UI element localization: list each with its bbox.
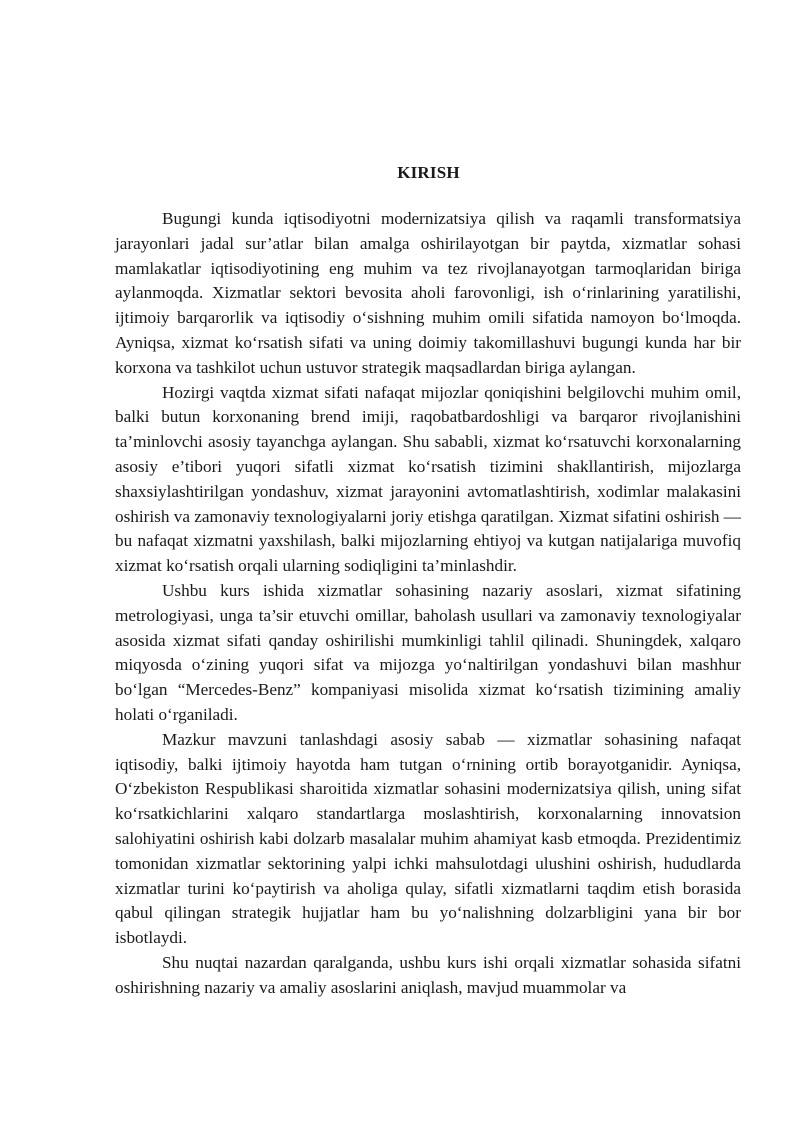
paragraph-4: Mazkur mavzuni tanlashdagi asosiy sabab — xizmatlar sohasining nafaqat iqtisodiy, balki ijtimoiy hayotda ham tutgan o‘rnining ortib borayotganidir. Ayniqsa, O‘zbekiston Respublikasi sharoitida xizmatlar sohasini modernizatsiya qilish, uning sifat ko‘rsatkichlarini xalqaro standartlarga moslashtirish, korxonalarning innovatsion salohiyatini oshirish kabi dolzarb masalalar muhim ahamiyat kasb etmoqda. Prezidentimiz tomonidan xizmatlar sektorining yalpi ichki mahsulotdagi ulushini oshirish, hududlarda xizmatlar turini ko‘paytirish va aholiga qulay, sifatli xizmatlarni taqdim etish borasida qabul qilingan strategik hujjatlar ham bu yo‘nalishning dolzarbligini yana bir bor isbotlaydi. <box>115 729 741 948</box>
section-heading: KIRISH <box>397 163 460 182</box>
paragraph-5: Shu nuqtai nazardan qaralganda, ushbu kurs ishi orqali xizmatlar sohasida sifatni oshirishning nazariy va amaliy asoslarini aniqlash, mavjud muammolar va <box>115 952 741 997</box>
body-text <box>115 207 741 1001</box>
paragraph-1: Bugungi kunda iqtisodiyotni modernizatsiya qilish va raqamli transformatsiya jarayonlari jadal sur’atlar bilan amalga oshirilayotgan bir paytda, xizmatlar sohasi mamlakatlar iqtisodiyotining eng muhim va tez rivojlanayotgan tarmoqlaridan biriga aylanmoqda. Xizmatlar sektori bevosita aholi farovonligi, ish o‘rinlarining yaratilishi, ijtimoiy barqarorlik va iqtisodiy o‘sishning muhim omili sifatida namoyon bo‘lmoqda. Ayniqsa, xizmat ko‘rsatish sifati va uning doimiy takomillashuvi bugungi kunda har bir korxona va tashkilot uchun ustuvor strategik maqsadlardan biriga aylangan. <box>115 209 741 377</box>
paragraph-3: Ushbu kurs ishida xizmatlar sohasining nazariy asoslari, xizmat sifatining metrologiyasi, unga ta’sir etuvchi omillar, baholash usullari va zamonaviy texnologiyalar asosida xizmat sifati qanday oshirilishi mumkinligi tahlil qilinadi. Shuningdek, xalqaro miqyosda o‘zining yuqori sifat va mijozga yo‘naltirilgan yondashuvi bilan mashhur bo‘lgan “Mercedes-Benz” kompaniyasi misolida xizmat ko‘rsatish tizimining amaliy holati o‘rganiladi. <box>115 580 741 724</box>
paragraph-2: Hozirgi vaqtda xizmat sifati nafaqat mijozlar qoniqishini belgilovchi muhim omil, balki butun korxonaning brend imiji, raqobatbardoshligi va barqaror rivojlanishini ta’minlovchi asosiy tayanchga aylangan. Shu sababli, xizmat ko‘rsatuvchi korxonalarning asosiy e’tibori yuqori sifatli xizmat ko‘rsatish tizimini shakllantirish, mijozlarga shaxsiylashtirilgan yondashuv, xizmat jarayonini avtomatlashtirish, xodimlar malakasini oshirish va zamonaviy texnologiyalarni joriy etishga qaratilgan. Xizmat sifatini oshirish — bu nafaqat xizmatni yaxshilash, balki mijozlarning ehtiyoj va kutgan natijalariga muvofiq xizmat ko‘rsatish orqali ularning sodiqligini ta’minlashdir. <box>115 382 741 576</box>
